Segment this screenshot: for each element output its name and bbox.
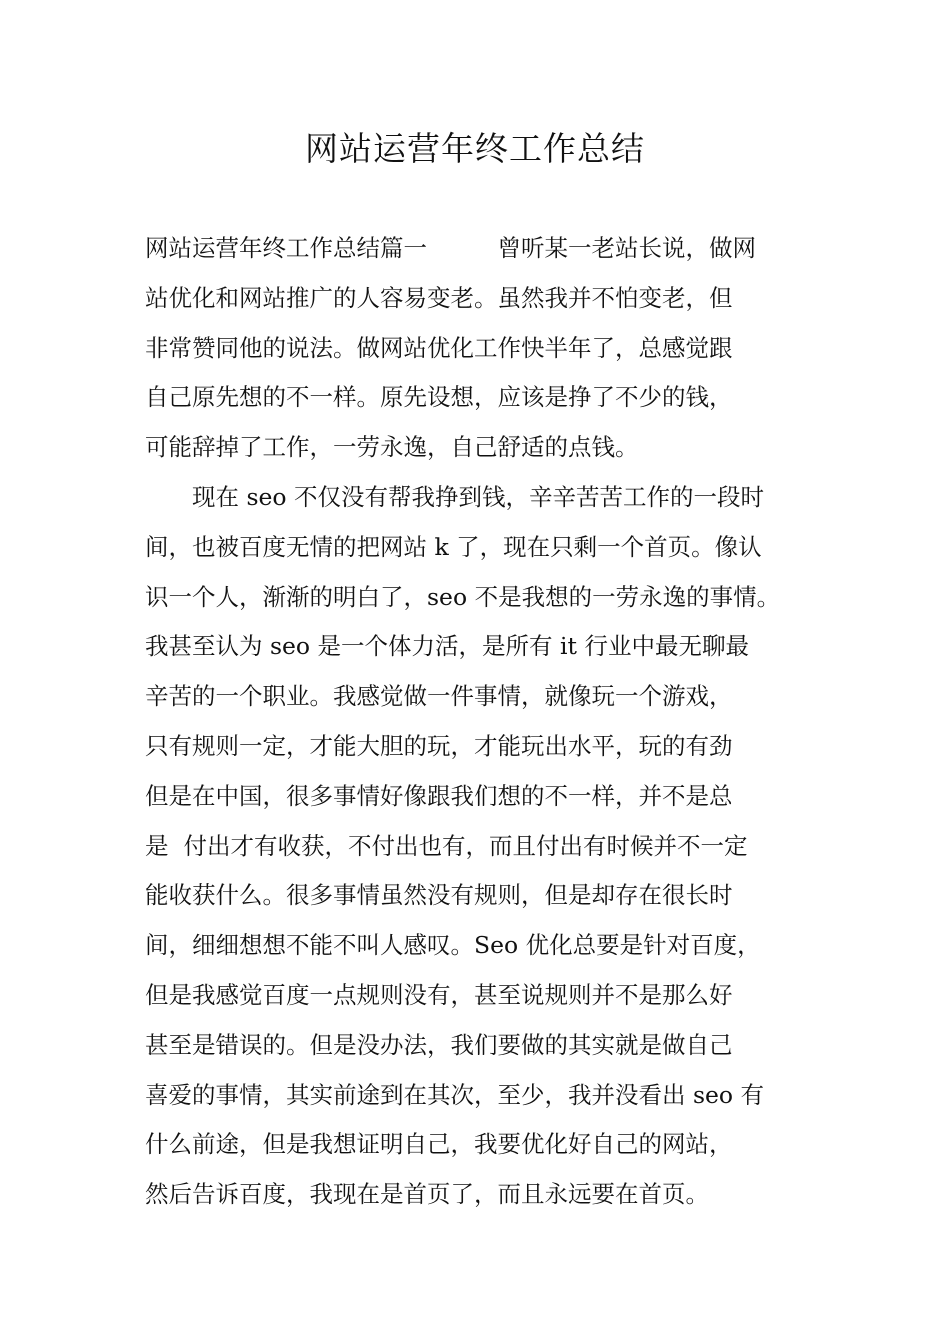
text-line: 辛苦的一个职业。我感觉做一件事情，就像玩一个游戏， (145, 682, 733, 711)
text-line: 然后告诉百度，我现在是首页了，而且永远要在首页。 (145, 1180, 709, 1209)
text-line: 我甚至认为 seo 是一个体力活，是所有 it 行业中最无聊最 (145, 632, 749, 661)
text-line: 识一个人，渐渐的明白了，seo 不是我想的一劳永逸的事情。 (145, 582, 781, 611)
text-line: 自己原先想的不一样。原先设想，应该是挣了不少的钱， (145, 383, 733, 412)
text-line: 只有规则一定，才能大胆的玩，才能玩出水平，玩的有劲 (145, 731, 733, 760)
text-line: 可能辞掉了工作，一劳永逸，自己舒适的点钱。 (145, 433, 639, 462)
text-line: 间，也被百度无情的把网站 k 了，现在只剩一个首页。像认 (145, 532, 762, 561)
text-line: 非常赞同他的说法。做网站优化工作快半年了，总感觉跟 (145, 333, 733, 362)
text-line: 站优化和网站推广的人容易变老。虽然我并不怕变老，但 (145, 283, 733, 312)
text-line: 网站运营年终工作总结篇一 曾听某一老站长说，做网 (145, 234, 756, 262)
text-line: 但是我感觉百度一点规则没有，甚至说规则并不是那么好 (145, 980, 733, 1009)
document-body (145, 224, 845, 1220)
text-line: 是 付出才有收获，不付出也有，而且付出有时候并不一定 (145, 831, 748, 860)
text-line: 现在 seo 不仅没有帮我挣到钱，辛辛苦苦工作的一段时 (145, 482, 765, 511)
text-line: 但是在中国，很多事情好像跟我们想的不一样，并不是总 (145, 781, 733, 810)
text-line: 什么前途，但是我想证明自己，我要优化好自己的网站， (145, 1130, 733, 1159)
text-line: 能收获什么。很多事情虽然没有规则，但是却存在很长时 (145, 881, 733, 910)
document-title: 网站运营年终工作总结 (305, 129, 645, 168)
text-line: 间，细细想想不能不叫人感叹。Seo 优化总要是针对百度， (145, 931, 761, 960)
text-line: 喜爱的事情，其实前途到在其次，至少，我并没看出 seo 有 (145, 1080, 765, 1109)
text-line: 甚至是错误的。但是没办法，我们要做的其实就是做自己 (145, 1030, 733, 1059)
